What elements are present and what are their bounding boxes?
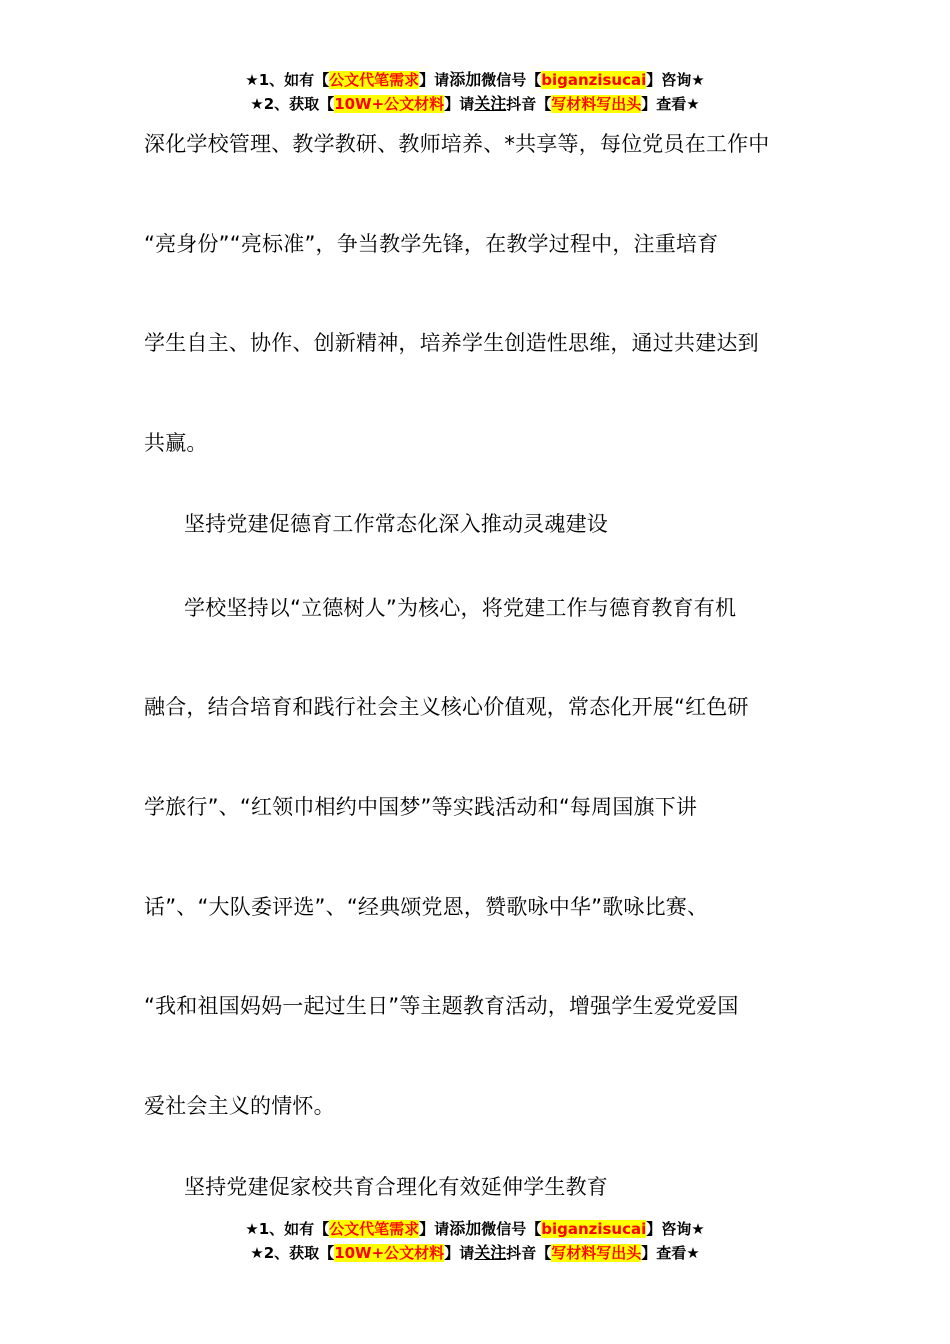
header-line-1-highlight-1: 公文代笔需求 [329,71,420,89]
header-line-2-highlight-2: 写材料写出头 [551,95,642,113]
header-line-1-highlight-2: biganzisucai [541,71,647,89]
header-line-1-mid-2: 微信号【 [481,71,542,89]
body-line: 融合，结合培育和践行社会主义核心价值观，常态化开展“红色研 [144,695,749,719]
footer-line-2-prefix: ★2、获取【 [250,1244,335,1262]
header-line-2 [0,92,950,116]
footer-line-1-suffix: 】咨询★ [646,1220,705,1238]
footer-line-1-highlight-2: biganzisucai [541,1220,647,1238]
body-line: 共赢。 [144,431,208,455]
footer-banner [0,1217,950,1265]
body-line: 话”、“大队委评选”、“经典颂党恩，赞歌咏中华”歌咏比赛、 [144,895,709,919]
section-heading: 坚持党建促德育工作常态化深入推动灵魂建设 [184,512,608,536]
body-line: “亮身份”“亮标准”，争当教学先锋，在教学过程中，注重培育 [144,232,719,256]
footer-line-2-highlight-2: 写材料写出头 [551,1244,642,1262]
footer-line-1-mid-2: 微信号【 [481,1220,542,1238]
body-line: 深化学校管理、教学教研、教师培养、*共享等，每位党员在工作中 [144,132,770,156]
header-line-2-prefix: ★2、获取【 [250,95,335,113]
footer-line-2-mid-2: 抖音【 [506,1244,552,1262]
section-heading: 坚持党建促家校共育合理化有效延伸学生教育 [184,1175,608,1199]
header-line-1-suffix: 】咨询★ [646,71,705,89]
body-line: 学生自主、协作、创新精神，培养学生创造性思维，通过共建达到 [144,331,759,355]
body-line: 学校坚持以“立德树人”为核心，将党建工作与德育教育有机 [184,596,737,620]
footer-line-1 [0,1217,950,1241]
footer-line-2 [0,1241,950,1265]
body-line: 学旅行”、“红领巾相约中国梦”等实践活动和“每周国旗下讲 [144,795,698,819]
footer-line-1-mid-1: 】请 [419,1220,450,1238]
header-line-1-mid-1: 】请 [419,71,450,89]
header-line-2-suffix: 】查看★ [641,95,700,113]
footer-line-2-suffix: 】查看★ [641,1244,700,1262]
footer-line-1-highlight-1: 公文代笔需求 [329,1220,420,1238]
footer-line-2-highlight-1: 10W+公文材料 [334,1244,445,1262]
header-line-2-mid-2: 抖音【 [506,95,552,113]
header-line-2-highlight-1: 10W+公文材料 [334,95,445,113]
header-line-2-mid-1: 】请 [444,95,475,113]
footer-line-2-emphasis: 关注 [474,1243,507,1262]
header-line-2-emphasis: 关注 [474,94,507,113]
body-line: 爱社会主义的情怀。 [144,1094,335,1118]
body-line: “我和祖国妈妈一起过生日”等主题教育活动，增强学生爱党爱国 [144,994,739,1018]
header-line-1-prefix: ★1、如有【 [245,71,330,89]
footer-line-2-mid-1: 】请 [444,1244,475,1262]
footer-line-1-prefix: ★1、如有【 [245,1220,330,1238]
header-line-1 [0,68,950,92]
footer-line-1-emphasis: 添加 [449,1219,482,1238]
header-line-1-emphasis: 添加 [449,70,482,89]
header-banner [0,68,950,116]
